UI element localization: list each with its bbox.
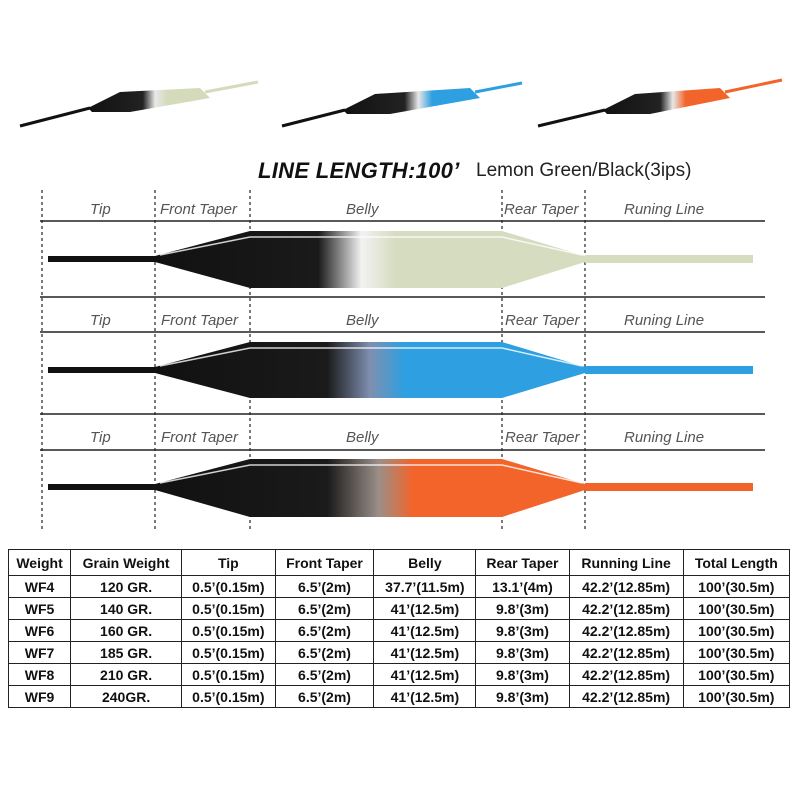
labels-row-1: [90, 201, 704, 218]
profile-orange: [48, 459, 753, 517]
cell-rear-taper: 9.8’(3m): [476, 664, 569, 686]
line-spec-table: [8, 549, 790, 708]
label-tip: Tip: [90, 201, 111, 218]
label-belly: Belly: [346, 312, 379, 329]
cell-rear-taper: 9.8’(3m): [476, 620, 569, 642]
cell-grain-weight: 160 GR.: [71, 620, 182, 642]
labels-row-2: [90, 312, 704, 329]
cell-grain-weight: 140 GR.: [71, 598, 182, 620]
cell-total-length: 100’(30.5m): [683, 620, 789, 642]
title-row: [0, 158, 800, 188]
cell-belly: 37.7’(11.5m): [374, 576, 476, 598]
profile-lemon-green: [48, 231, 753, 288]
label-tip: Tip: [90, 312, 111, 329]
cell-tip: 0.5’(0.15m): [182, 642, 276, 664]
table-row: [9, 642, 790, 664]
cell-front-taper: 6.5’(2m): [275, 686, 374, 708]
cell-running-line: 42.2’(12.85m): [569, 620, 683, 642]
col-weight: Weight: [9, 550, 71, 576]
label-running-line: Runing Line: [624, 429, 705, 446]
thumb-blue-line: [282, 83, 522, 126]
label-front-taper: Front Taper: [161, 312, 238, 329]
line-length-title: LINE LENGTH:100’: [258, 158, 460, 183]
cell-belly: 41’(12.5m): [374, 642, 476, 664]
cell-weight: WF6: [9, 620, 71, 642]
taper-profile-diagram: [0, 185, 800, 535]
label-rear-taper: Rear Taper: [505, 429, 580, 446]
cell-rear-taper: 9.8’(3m): [476, 598, 569, 620]
cell-total-length: 100’(30.5m): [683, 598, 789, 620]
cell-running-line: 42.2’(12.85m): [569, 664, 683, 686]
cell-weight: WF8: [9, 664, 71, 686]
cell-tip: 0.5’(0.15m): [182, 598, 276, 620]
labels-row-3: [90, 429, 704, 446]
cell-belly: 41’(12.5m): [374, 686, 476, 708]
col-belly: Belly: [374, 550, 476, 576]
col-front-taper: Front Taper: [275, 550, 374, 576]
thumb-lemon-green-line: [20, 82, 258, 126]
cell-front-taper: 6.5’(2m): [275, 598, 374, 620]
cell-total-length: 100’(30.5m): [683, 642, 789, 664]
fly-line-thumbnails: [0, 60, 800, 140]
label-front-taper: Front Taper: [161, 429, 238, 446]
cell-tip: 0.5’(0.15m): [182, 576, 276, 598]
label-belly: Belly: [346, 201, 379, 218]
label-belly: Belly: [346, 429, 379, 446]
table-row: [9, 576, 790, 598]
cell-rear-taper: 9.8’(3m): [476, 642, 569, 664]
col-running-line: Running Line: [569, 550, 683, 576]
cell-weight: WF9: [9, 686, 71, 708]
label-running-line: Runing Line: [624, 201, 705, 218]
col-rear-taper: Rear Taper: [476, 550, 569, 576]
cell-total-length: 100’(30.5m): [683, 664, 789, 686]
cell-front-taper: 6.5’(2m): [275, 642, 374, 664]
cell-total-length: 100’(30.5m): [683, 686, 789, 708]
label-rear-taper: Rear Taper: [505, 312, 580, 329]
cell-tip: 0.5’(0.15m): [182, 620, 276, 642]
label-running-line: Runing Line: [624, 312, 705, 329]
cell-running-line: 42.2’(12.85m): [569, 598, 683, 620]
table-row: [9, 686, 790, 708]
cell-front-taper: 6.5’(2m): [275, 620, 374, 642]
col-total-length: Total Length: [683, 550, 789, 576]
cell-front-taper: 6.5’(2m): [275, 664, 374, 686]
label-rear-taper: Rear Taper: [504, 201, 579, 218]
cell-tip: 0.5’(0.15m): [182, 664, 276, 686]
table-row: [9, 664, 790, 686]
cell-rear-taper: 13.1’(4m): [476, 576, 569, 598]
label-front-taper: Front Taper: [160, 201, 237, 218]
table-row: [9, 620, 790, 642]
cell-tip: 0.5’(0.15m): [182, 686, 276, 708]
col-grain-weight: Grain Weight: [71, 550, 182, 576]
cell-total-length: 100’(30.5m): [683, 576, 789, 598]
cell-grain-weight: 185 GR.: [71, 642, 182, 664]
cell-grain-weight: 120 GR.: [71, 576, 182, 598]
thumb-orange-line: [538, 80, 782, 126]
profile-blue: [48, 342, 753, 398]
cell-running-line: 42.2’(12.85m): [569, 686, 683, 708]
cell-rear-taper: 9.8’(3m): [476, 686, 569, 708]
cell-weight: WF7: [9, 642, 71, 664]
cell-belly: 41’(12.5m): [374, 664, 476, 686]
cell-grain-weight: 240GR.: [71, 686, 182, 708]
cell-front-taper: 6.5’(2m): [275, 576, 374, 598]
label-tip: Tip: [90, 429, 111, 446]
cell-weight: WF4: [9, 576, 71, 598]
cell-grain-weight: 210 GR.: [71, 664, 182, 686]
cell-running-line: 42.2’(12.85m): [569, 576, 683, 598]
cell-belly: 41’(12.5m): [374, 620, 476, 642]
col-tip: Tip: [182, 550, 276, 576]
cell-running-line: 42.2’(12.85m): [569, 642, 683, 664]
color-note: Lemon Green/Black(3ips): [476, 160, 692, 181]
cell-weight: WF5: [9, 598, 71, 620]
cell-belly: 41’(12.5m): [374, 598, 476, 620]
table-row: [9, 598, 790, 620]
table-header-row: [9, 550, 790, 576]
